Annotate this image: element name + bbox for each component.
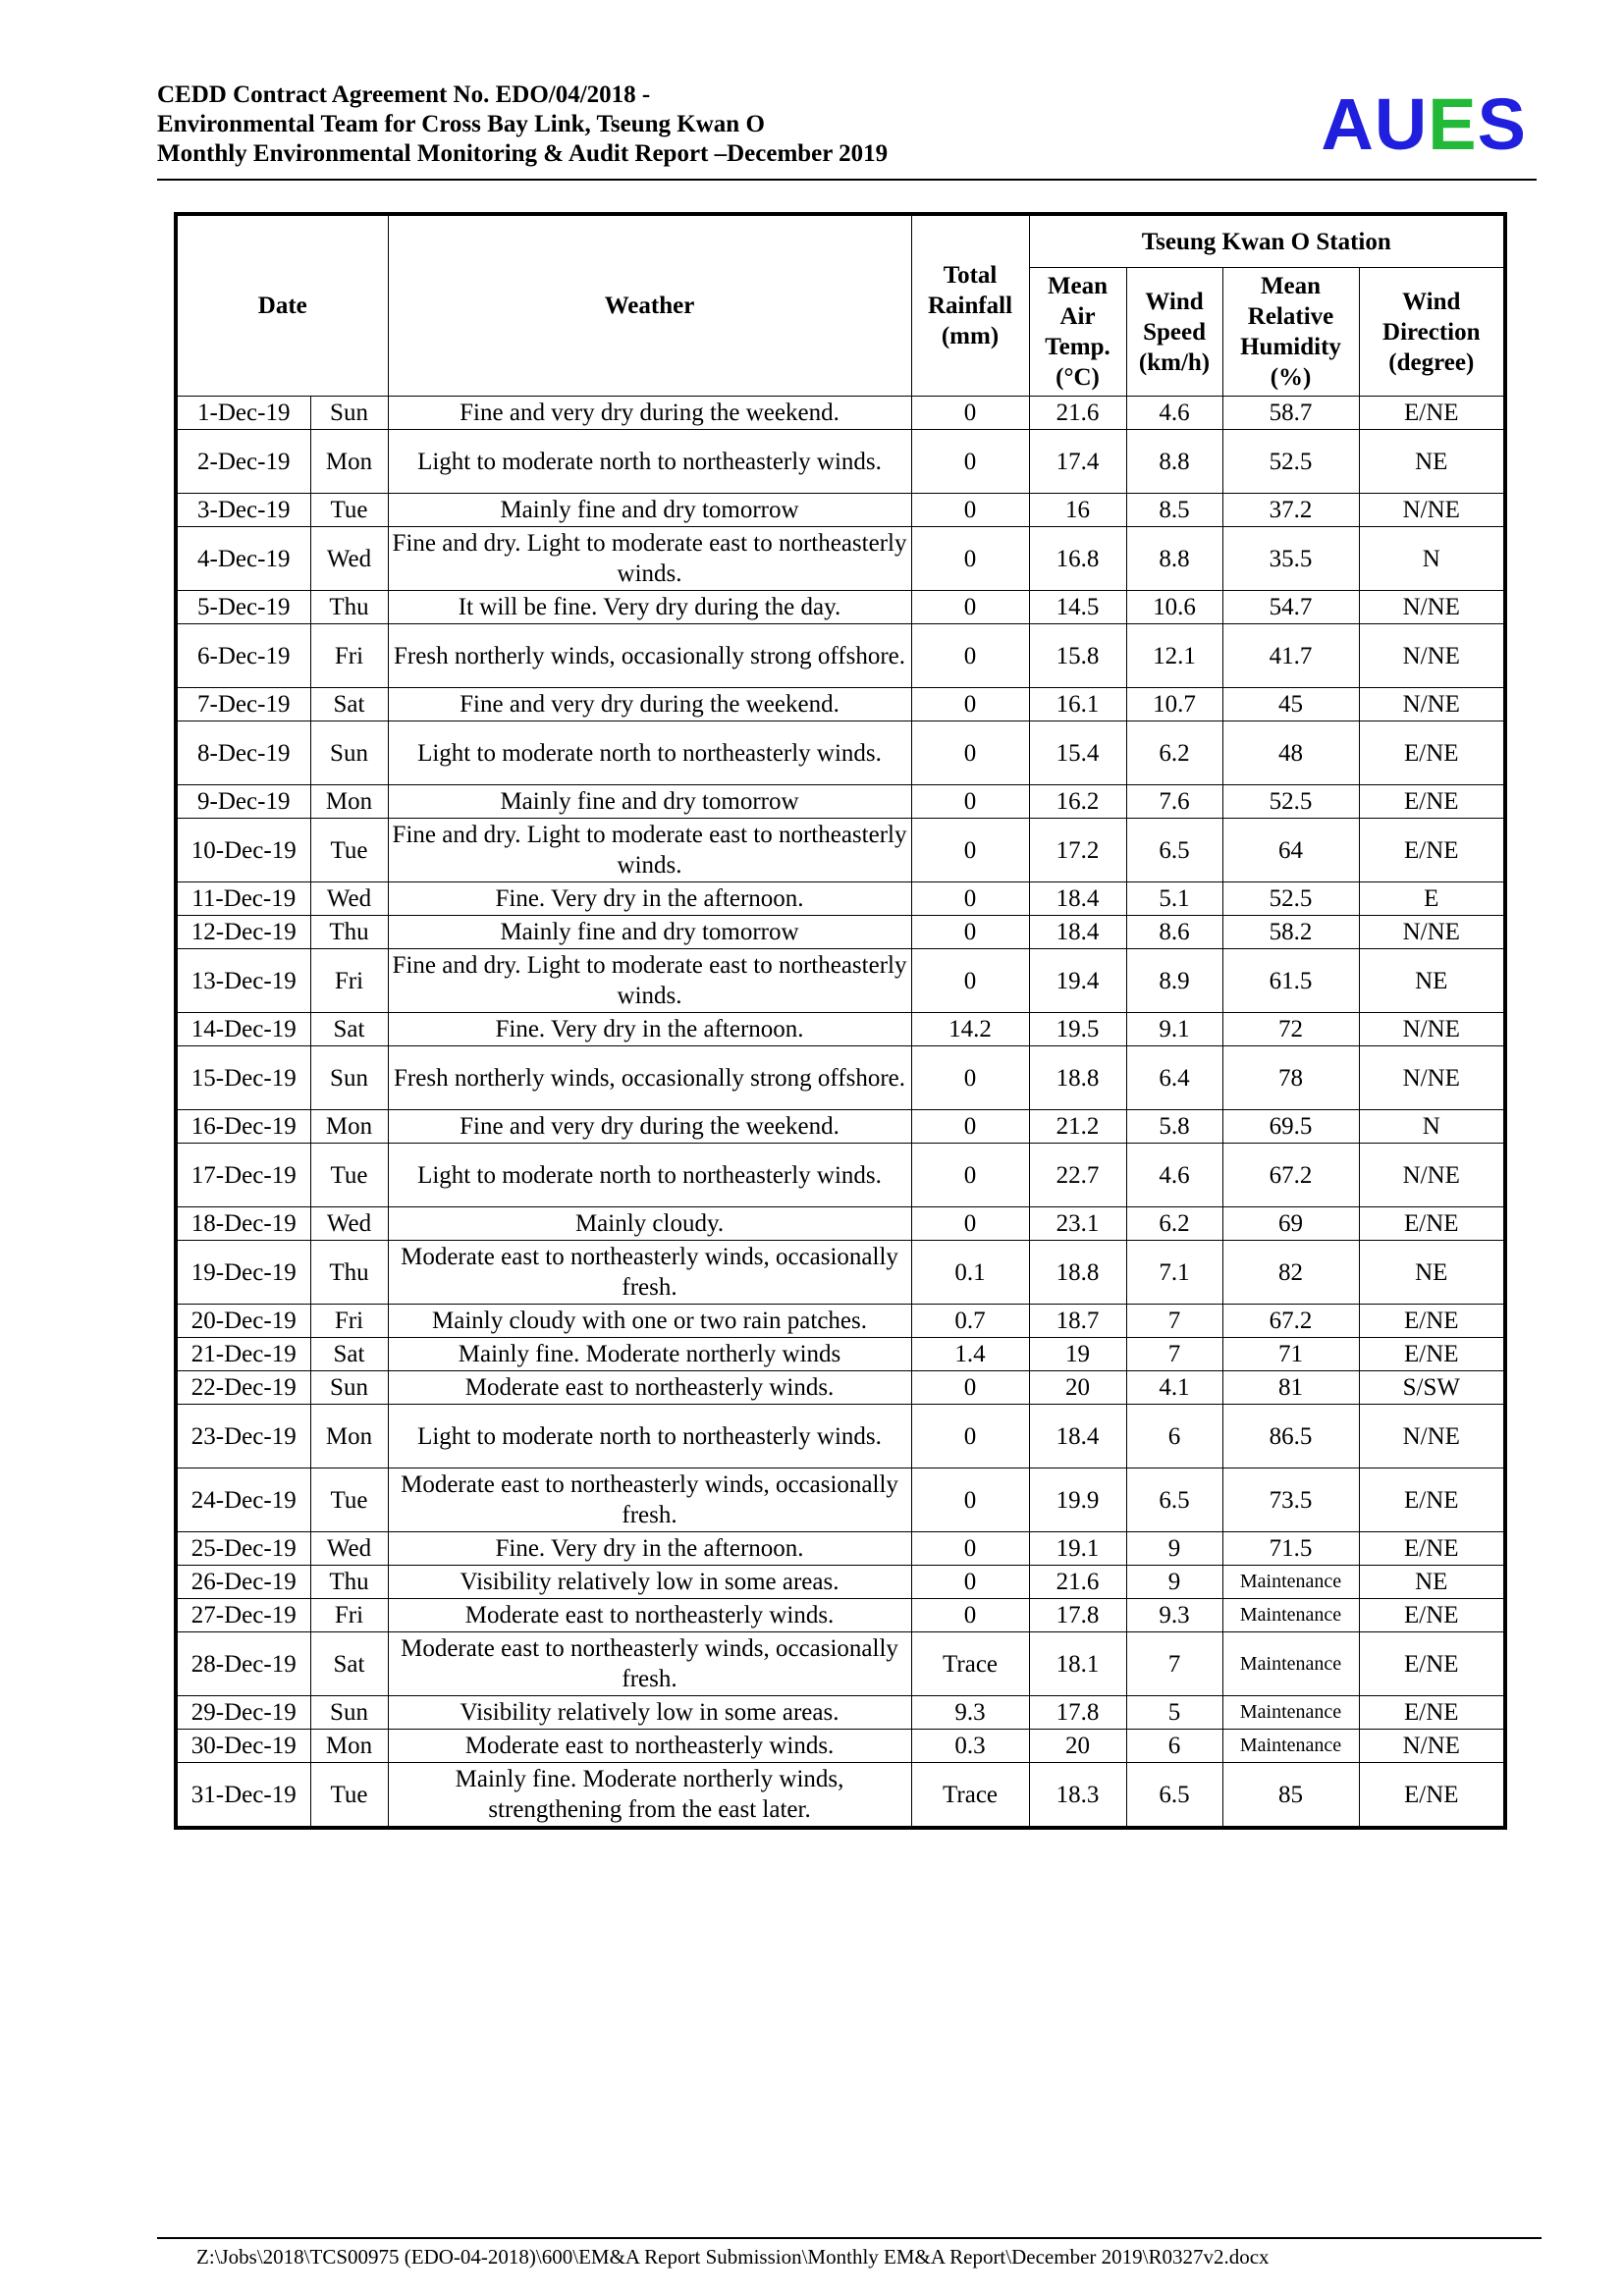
temperature-cell: 17.8 <box>1029 1696 1126 1730</box>
rainfall-cell: 0 <box>911 1371 1029 1405</box>
day-cell: Sat <box>310 1013 388 1046</box>
wind-direction-cell: E/NE <box>1359 1696 1505 1730</box>
wind-speed-cell: 12.1 <box>1126 624 1222 688</box>
date-cell: 10-Dec-19 <box>176 819 310 882</box>
day-cell: Tue <box>310 1468 388 1532</box>
rainfall-cell: 0 <box>911 397 1029 430</box>
wind-speed-cell: 6.5 <box>1126 1468 1222 1532</box>
weather-cell: Light to moderate north to northeasterly winds. <box>388 1405 911 1468</box>
date-cell: 3-Dec-19 <box>176 494 310 527</box>
rainfall-cell: 0 <box>911 1046 1029 1110</box>
weather-cell: Moderate east to northeasterly winds, occasionally fresh. <box>388 1468 911 1532</box>
date-cell: 9-Dec-19 <box>176 785 310 819</box>
rainfall-cell: 0 <box>911 624 1029 688</box>
table-row <box>176 397 1505 430</box>
temperature-cell: 17.8 <box>1029 1599 1126 1632</box>
header-title-block <box>157 80 888 169</box>
temperature-cell: 18.8 <box>1029 1241 1126 1305</box>
humidity-cell: 73.5 <box>1222 1468 1359 1532</box>
humidity-cell: 54.7 <box>1222 591 1359 624</box>
table-row <box>176 1566 1505 1599</box>
date-cell: 26-Dec-19 <box>176 1566 310 1599</box>
table-row <box>176 1371 1505 1405</box>
header-wind-speed: Wind Speed (km/h) <box>1126 268 1222 397</box>
humidity-cell: 67.2 <box>1222 1144 1359 1207</box>
day-cell: Mon <box>310 785 388 819</box>
header-station: Tseung Kwan O Station <box>1029 214 1505 268</box>
humidity-cell: 52.5 <box>1222 430 1359 494</box>
wind-direction-cell: E <box>1359 882 1505 916</box>
temperature-cell: 17.4 <box>1029 430 1126 494</box>
report-title: Monthly Environmental Monitoring & Audit Report –December 2019 <box>157 140 889 167</box>
wind-direction-cell: NE <box>1359 1241 1505 1305</box>
team-title: Environmental Team for Cross Bay Link, Tseung Kwan O <box>157 111 765 137</box>
rainfall-cell: 0.3 <box>911 1730 1029 1763</box>
weather-cell: Fine and very dry during the weekend. <box>388 1110 911 1144</box>
humidity-cell: 86.5 <box>1222 1405 1359 1468</box>
temperature-cell: 18.8 <box>1029 1046 1126 1110</box>
wind-speed-cell: 6 <box>1126 1730 1222 1763</box>
day-cell: Thu <box>310 591 388 624</box>
wind-direction-cell: N/NE <box>1359 916 1505 949</box>
temperature-cell: 21.6 <box>1029 1566 1126 1599</box>
rainfall-cell: 0 <box>911 688 1029 721</box>
rainfall-cell: 0 <box>911 1532 1029 1566</box>
wind-speed-cell: 7 <box>1126 1305 1222 1338</box>
humidity-cell: 71.5 <box>1222 1532 1359 1566</box>
temperature-cell: 20 <box>1029 1730 1126 1763</box>
weather-cell: Visibility relatively low in some areas. <box>388 1566 911 1599</box>
rainfall-cell: 0 <box>911 916 1029 949</box>
temperature-cell: 18.4 <box>1029 916 1126 949</box>
weather-cell: Mainly fine and dry tomorrow <box>388 916 911 949</box>
humidity-cell: Maintenance <box>1222 1566 1359 1599</box>
wind-speed-cell: 7.1 <box>1126 1241 1222 1305</box>
wind-speed-cell: 6 <box>1126 1405 1222 1468</box>
humidity-cell: 64 <box>1222 819 1359 882</box>
table-row <box>176 1144 1505 1207</box>
day-cell: Mon <box>310 1110 388 1144</box>
day-cell: Thu <box>310 916 388 949</box>
date-cell: 24-Dec-19 <box>176 1468 310 1532</box>
humidity-cell: 85 <box>1222 1763 1359 1829</box>
humidity-cell: 58.7 <box>1222 397 1359 430</box>
humidity-cell: 61.5 <box>1222 949 1359 1013</box>
wind-direction-cell: E/NE <box>1359 1599 1505 1632</box>
humidity-cell: Maintenance <box>1222 1730 1359 1763</box>
rainfall-cell: 0 <box>911 1144 1029 1207</box>
humidity-cell: Maintenance <box>1222 1632 1359 1696</box>
rainfall-cell: 0 <box>911 721 1029 785</box>
temperature-cell: 15.8 <box>1029 624 1126 688</box>
rainfall-cell: 1.4 <box>911 1338 1029 1371</box>
day-cell: Sun <box>310 1371 388 1405</box>
weather-cell: Moderate east to northeasterly winds, occasionally fresh. <box>388 1632 911 1696</box>
table-row <box>176 494 1505 527</box>
humidity-cell: 67.2 <box>1222 1305 1359 1338</box>
header-temp: Mean Air Temp. (°C) <box>1029 268 1126 397</box>
header-weather: Weather <box>388 214 911 397</box>
wind-speed-cell: 7.6 <box>1126 785 1222 819</box>
wind-speed-cell: 5.8 <box>1126 1110 1222 1144</box>
wind-direction-cell: N/NE <box>1359 1405 1505 1468</box>
weather-cell: Fine. Very dry in the afternoon. <box>388 882 911 916</box>
table-row <box>176 1110 1505 1144</box>
rainfall-cell: 0 <box>911 1405 1029 1468</box>
table-row <box>176 1013 1505 1046</box>
wind-direction-cell: E/NE <box>1359 1305 1505 1338</box>
date-cell: 1-Dec-19 <box>176 397 310 430</box>
weather-cell: Fine. Very dry in the afternoon. <box>388 1532 911 1566</box>
wind-speed-cell: 9.1 <box>1126 1013 1222 1046</box>
temperature-cell: 16.2 <box>1029 785 1126 819</box>
day-cell: Wed <box>310 1207 388 1241</box>
temperature-cell: 21.6 <box>1029 397 1126 430</box>
weather-cell: Visibility relatively low in some areas. <box>388 1696 911 1730</box>
weather-cell: Mainly fine. Moderate northerly winds, strengthening from the east later. <box>388 1763 911 1829</box>
rainfall-cell: 0 <box>911 1566 1029 1599</box>
wind-direction-cell: NE <box>1359 1566 1505 1599</box>
weather-cell: Mainly fine and dry tomorrow <box>388 785 911 819</box>
table-row <box>176 1730 1505 1763</box>
rainfall-cell: 0 <box>911 1207 1029 1241</box>
date-cell: 27-Dec-19 <box>176 1599 310 1632</box>
humidity-cell: 69 <box>1222 1207 1359 1241</box>
table-row <box>176 916 1505 949</box>
rainfall-cell: 0 <box>911 949 1029 1013</box>
table-row <box>176 1207 1505 1241</box>
rainfall-cell: 0.1 <box>911 1241 1029 1305</box>
humidity-cell: 81 <box>1222 1371 1359 1405</box>
temperature-cell: 18.1 <box>1029 1632 1126 1696</box>
temperature-cell: 18.4 <box>1029 882 1126 916</box>
wind-direction-cell: E/NE <box>1359 1338 1505 1371</box>
wind-speed-cell: 4.1 <box>1126 1371 1222 1405</box>
wind-direction-cell: E/NE <box>1359 1207 1505 1241</box>
date-cell: 21-Dec-19 <box>176 1338 310 1371</box>
wind-speed-cell: 10.6 <box>1126 591 1222 624</box>
rainfall-cell: Trace <box>911 1632 1029 1696</box>
humidity-cell: 48 <box>1222 721 1359 785</box>
humidity-cell: 82 <box>1222 1241 1359 1305</box>
temperature-cell: 18.4 <box>1029 1405 1126 1468</box>
date-cell: 14-Dec-19 <box>176 1013 310 1046</box>
humidity-cell: 58.2 <box>1222 916 1359 949</box>
day-cell: Tue <box>310 494 388 527</box>
day-cell: Tue <box>310 1763 388 1829</box>
date-cell: 8-Dec-19 <box>176 721 310 785</box>
humidity-cell: Maintenance <box>1222 1696 1359 1730</box>
day-cell: Sat <box>310 1632 388 1696</box>
weather-cell: It will be fine. Very dry during the day. <box>388 591 911 624</box>
weather-cell: Fine and dry. Light to moderate east to northeasterly winds. <box>388 819 911 882</box>
rainfall-cell: 0.7 <box>911 1305 1029 1338</box>
header-date: Date <box>176 214 388 397</box>
day-cell: Wed <box>310 1532 388 1566</box>
page-footer <box>157 2237 1542 2269</box>
weather-cell: Mainly cloudy. <box>388 1207 911 1241</box>
table-row <box>176 1696 1505 1730</box>
weather-cell: Light to moderate north to northeasterly winds. <box>388 430 911 494</box>
humidity-cell: 52.5 <box>1222 785 1359 819</box>
date-cell: 30-Dec-19 <box>176 1730 310 1763</box>
wind-direction-cell: E/NE <box>1359 397 1505 430</box>
date-cell: 7-Dec-19 <box>176 688 310 721</box>
temperature-cell: 19.1 <box>1029 1532 1126 1566</box>
rainfall-cell: 14.2 <box>911 1013 1029 1046</box>
date-cell: 6-Dec-19 <box>176 624 310 688</box>
day-cell: Fri <box>310 1599 388 1632</box>
temperature-cell: 16 <box>1029 494 1126 527</box>
rainfall-cell: 0 <box>911 430 1029 494</box>
wind-direction-cell: NE <box>1359 430 1505 494</box>
temperature-cell: 19.5 <box>1029 1013 1126 1046</box>
day-cell: Thu <box>310 1241 388 1305</box>
day-cell: Tue <box>310 1144 388 1207</box>
temperature-cell: 19 <box>1029 1338 1126 1371</box>
table-row <box>176 819 1505 882</box>
weather-cell: Mainly fine and dry tomorrow <box>388 494 911 527</box>
table-row <box>176 721 1505 785</box>
humidity-cell: 41.7 <box>1222 624 1359 688</box>
rainfall-cell: 0 <box>911 882 1029 916</box>
wind-speed-cell: 8.9 <box>1126 949 1222 1013</box>
rainfall-cell: 0 <box>911 785 1029 819</box>
table-row <box>176 624 1505 688</box>
table-row <box>176 1763 1505 1829</box>
day-cell: Sat <box>310 1338 388 1371</box>
date-cell: 22-Dec-19 <box>176 1371 310 1405</box>
page-header <box>157 79 1537 181</box>
wind-direction-cell: E/NE <box>1359 1468 1505 1532</box>
wind-speed-cell: 8.8 <box>1126 527 1222 591</box>
date-cell: 28-Dec-19 <box>176 1632 310 1696</box>
day-cell: Thu <box>310 1566 388 1599</box>
rainfall-cell: 0 <box>911 494 1029 527</box>
wind-speed-cell: 10.7 <box>1126 688 1222 721</box>
wind-speed-cell: 8.6 <box>1126 916 1222 949</box>
humidity-cell: 52.5 <box>1222 882 1359 916</box>
wind-direction-cell: N <box>1359 1110 1505 1144</box>
wind-direction-cell: N/NE <box>1359 1730 1505 1763</box>
aues-logo: AUES <box>1321 83 1527 165</box>
wind-speed-cell: 9 <box>1126 1566 1222 1599</box>
humidity-cell: 72 <box>1222 1013 1359 1046</box>
weather-cell: Fresh northerly winds, occasionally strong offshore. <box>388 1046 911 1110</box>
temperature-cell: 16.8 <box>1029 527 1126 591</box>
table-row <box>176 1241 1505 1305</box>
temperature-cell: 19.4 <box>1029 949 1126 1013</box>
wind-direction-cell: E/NE <box>1359 1763 1505 1829</box>
weather-cell: Moderate east to northeasterly winds, occasionally fresh. <box>388 1241 911 1305</box>
wind-speed-cell: 6.2 <box>1126 1207 1222 1241</box>
wind-direction-cell: E/NE <box>1359 721 1505 785</box>
temperature-cell: 20 <box>1029 1371 1126 1405</box>
wind-direction-cell: E/NE <box>1359 785 1505 819</box>
weather-cell: Fine. Very dry in the afternoon. <box>388 1013 911 1046</box>
table-row <box>176 1046 1505 1110</box>
weather-cell: Fine and dry. Light to moderate east to northeasterly winds. <box>388 949 911 1013</box>
temperature-cell: 18.7 <box>1029 1305 1126 1338</box>
table-row <box>176 1632 1505 1696</box>
table-row <box>176 430 1505 494</box>
temperature-cell: 15.4 <box>1029 721 1126 785</box>
day-cell: Mon <box>310 430 388 494</box>
rainfall-cell: 0 <box>911 1468 1029 1532</box>
wind-speed-cell: 4.6 <box>1126 1144 1222 1207</box>
wind-speed-cell: 8.8 <box>1126 430 1222 494</box>
weather-cell: Fine and very dry during the weekend. <box>388 397 911 430</box>
day-cell: Fri <box>310 1305 388 1338</box>
rainfall-cell: 0 <box>911 1110 1029 1144</box>
date-cell: 4-Dec-19 <box>176 527 310 591</box>
rainfall-cell: 0 <box>911 527 1029 591</box>
wind-speed-cell: 6.4 <box>1126 1046 1222 1110</box>
wind-speed-cell: 5 <box>1126 1696 1222 1730</box>
weather-cell: Moderate east to northeasterly winds. <box>388 1371 911 1405</box>
table-row <box>176 1599 1505 1632</box>
date-cell: 12-Dec-19 <box>176 916 310 949</box>
wind-direction-cell: N/NE <box>1359 1144 1505 1207</box>
day-cell: Fri <box>310 624 388 688</box>
table-row <box>176 949 1505 1013</box>
contract-title: CEDD Contract Agreement No. EDO/04/2018 - <box>157 81 651 108</box>
temperature-cell: 14.5 <box>1029 591 1126 624</box>
table-row <box>176 1468 1505 1532</box>
rainfall-cell: 0 <box>911 819 1029 882</box>
wind-direction-cell: N/NE <box>1359 494 1505 527</box>
weather-table <box>174 212 1507 1830</box>
day-cell: Sun <box>310 1046 388 1110</box>
wind-direction-cell: S/SW <box>1359 1371 1505 1405</box>
wind-direction-cell: N/NE <box>1359 688 1505 721</box>
wind-direction-cell: N/NE <box>1359 1046 1505 1110</box>
wind-speed-cell: 6.5 <box>1126 1763 1222 1829</box>
rainfall-cell: 9.3 <box>911 1696 1029 1730</box>
date-cell: 19-Dec-19 <box>176 1241 310 1305</box>
wind-speed-cell: 8.5 <box>1126 494 1222 527</box>
table-row <box>176 1405 1505 1468</box>
day-cell: Fri <box>310 949 388 1013</box>
humidity-cell: 71 <box>1222 1338 1359 1371</box>
day-cell: Sat <box>310 688 388 721</box>
date-cell: 31-Dec-19 <box>176 1763 310 1829</box>
header-wind-direction: Wind Direction (degree) <box>1359 268 1505 397</box>
weather-table-body <box>176 397 1505 1829</box>
weather-cell: Mainly fine. Moderate northerly winds <box>388 1338 911 1371</box>
date-cell: 2-Dec-19 <box>176 430 310 494</box>
day-cell: Mon <box>310 1730 388 1763</box>
humidity-cell: 69.5 <box>1222 1110 1359 1144</box>
temperature-cell: 22.7 <box>1029 1144 1126 1207</box>
humidity-cell: 78 <box>1222 1046 1359 1110</box>
wind-direction-cell: N/NE <box>1359 1013 1505 1046</box>
weather-cell: Fresh northerly winds, occasionally strong offshore. <box>388 624 911 688</box>
temperature-cell: 19.9 <box>1029 1468 1126 1532</box>
wind-speed-cell: 7 <box>1126 1338 1222 1371</box>
wind-direction-cell: N/NE <box>1359 624 1505 688</box>
weather-cell: Fine and dry. Light to moderate east to northeasterly winds. <box>388 527 911 591</box>
table-row <box>176 1305 1505 1338</box>
date-cell: 15-Dec-19 <box>176 1046 310 1110</box>
table-row <box>176 591 1505 624</box>
wind-speed-cell: 4.6 <box>1126 397 1222 430</box>
date-cell: 11-Dec-19 <box>176 882 310 916</box>
temperature-cell: 18.3 <box>1029 1763 1126 1829</box>
table-row <box>176 1338 1505 1371</box>
temperature-cell: 21.2 <box>1029 1110 1126 1144</box>
temperature-cell: 16.1 <box>1029 688 1126 721</box>
table-row <box>176 527 1505 591</box>
rainfall-cell: 0 <box>911 1599 1029 1632</box>
day-cell: Tue <box>310 819 388 882</box>
wind-speed-cell: 6.2 <box>1126 721 1222 785</box>
header-rainfall: Total Rainfall (mm) <box>911 214 1029 397</box>
wind-speed-cell: 9 <box>1126 1532 1222 1566</box>
weather-cell: Light to moderate north to northeasterly winds. <box>388 721 911 785</box>
day-cell: Wed <box>310 882 388 916</box>
day-cell: Sun <box>310 721 388 785</box>
date-cell: 29-Dec-19 <box>176 1696 310 1730</box>
humidity-cell: Maintenance <box>1222 1599 1359 1632</box>
date-cell: 17-Dec-19 <box>176 1144 310 1207</box>
wind-direction-cell: N <box>1359 527 1505 591</box>
weather-cell: Moderate east to northeasterly winds. <box>388 1599 911 1632</box>
wind-speed-cell: 9.3 <box>1126 1599 1222 1632</box>
date-cell: 16-Dec-19 <box>176 1110 310 1144</box>
wind-direction-cell: E/NE <box>1359 1632 1505 1696</box>
day-cell: Sun <box>310 397 388 430</box>
humidity-cell: 35.5 <box>1222 527 1359 591</box>
humidity-cell: 45 <box>1222 688 1359 721</box>
header-humidity: Mean Relative Humidity (%) <box>1222 268 1359 397</box>
temperature-cell: 23.1 <box>1029 1207 1126 1241</box>
weather-cell: Fine and very dry during the weekend. <box>388 688 911 721</box>
table-row <box>176 688 1505 721</box>
wind-speed-cell: 7 <box>1126 1632 1222 1696</box>
wind-direction-cell: E/NE <box>1359 819 1505 882</box>
temperature-cell: 17.2 <box>1029 819 1126 882</box>
table-row <box>176 1532 1505 1566</box>
date-cell: 18-Dec-19 <box>176 1207 310 1241</box>
day-cell: Mon <box>310 1405 388 1468</box>
weather-cell: Moderate east to northeasterly winds. <box>388 1730 911 1763</box>
date-cell: 5-Dec-19 <box>176 591 310 624</box>
weather-cell: Mainly cloudy with one or two rain patches. <box>388 1305 911 1338</box>
table-row <box>176 785 1505 819</box>
table-row <box>176 882 1505 916</box>
weather-cell: Light to moderate north to northeasterly winds. <box>388 1144 911 1207</box>
wind-direction-cell: N/NE <box>1359 591 1505 624</box>
date-cell: 13-Dec-19 <box>176 949 310 1013</box>
date-cell: 25-Dec-19 <box>176 1532 310 1566</box>
date-cell: 20-Dec-19 <box>176 1305 310 1338</box>
file-path: Z:\Jobs\2018\TCS00975 (EDO-04-2018)\600\EM&A Report Submission\Monthly EM&A Report\December 2019\R0327v2.docx <box>196 2245 1270 2269</box>
day-cell: Wed <box>310 527 388 591</box>
wind-direction-cell: E/NE <box>1359 1532 1505 1566</box>
wind-speed-cell: 6.5 <box>1126 819 1222 882</box>
rainfall-cell: 0 <box>911 591 1029 624</box>
humidity-cell: 37.2 <box>1222 494 1359 527</box>
day-cell: Sun <box>310 1696 388 1730</box>
rainfall-cell: Trace <box>911 1763 1029 1829</box>
wind-speed-cell: 5.1 <box>1126 882 1222 916</box>
wind-direction-cell: NE <box>1359 949 1505 1013</box>
date-cell: 23-Dec-19 <box>176 1405 310 1468</box>
